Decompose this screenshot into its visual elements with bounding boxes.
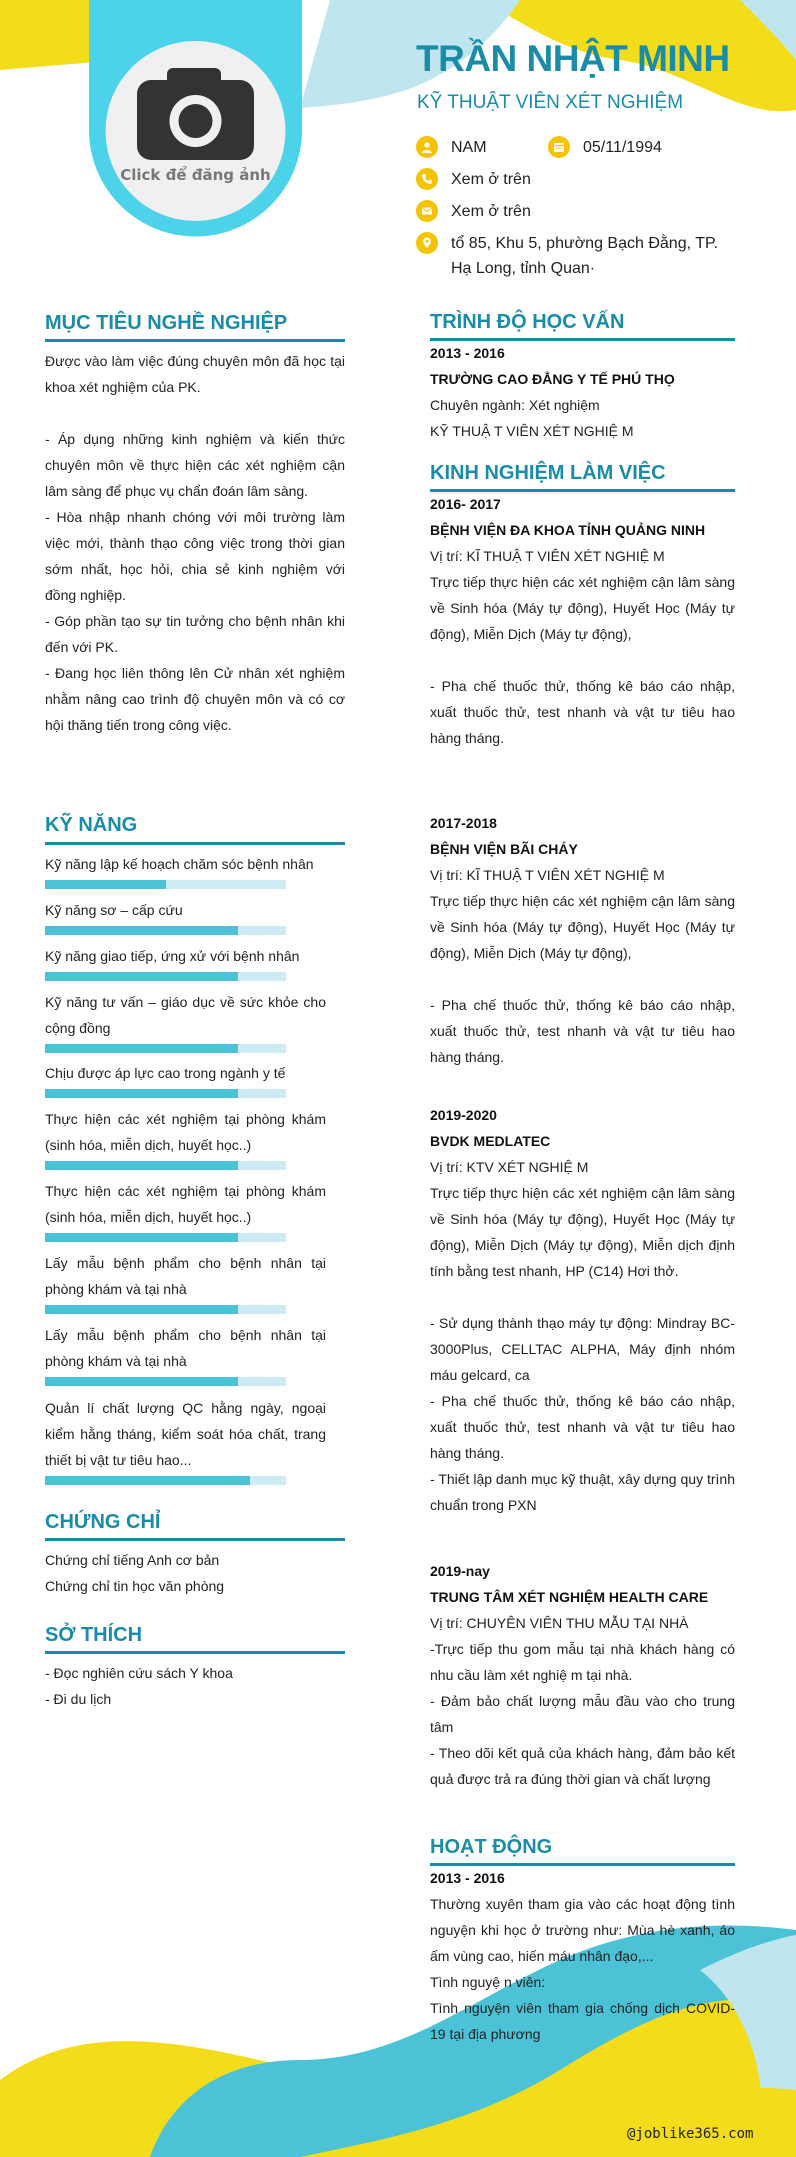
skill-bar-fill [45,972,238,981]
birthday-info: 05/11/1994 [548,135,662,160]
certificates-heading: CHỨNG CHỈ [45,1511,161,1533]
hobby-item: - Đi du lịch [45,1691,112,1707]
skill-bar-fill [45,926,238,935]
objective-bullet: - Hòa nhập nhanh chóng với môi trường làm việc mới, thành thạo công việc trong thời gian sớm nhất, học hỏi, chia sẻ kinh nghiệm với đồng nghiệp. [45,509,345,603]
skill-bar [45,1377,286,1386]
job-bullet: - Theo dõi kết quả của khách hàng, đảm bảo kết quả được trả ra đúng thời gian và chất lượng [430,1745,735,1787]
skill-item [45,1178,326,1242]
skill-label: Kỹ năng lập kế hoạch chăm sóc bệnh nhân [45,856,314,872]
objective-bullet: - Áp dụng những kinh nghiệm và kiến thức chuyên môn về thực hiện các xét nghiệm cận lâm sàng để phục vụ chẩn đoán lâm sàng. [45,431,345,499]
skill-bar [45,1161,286,1170]
address-info: tổ 85, Khu 5, phường Bạch Đằng, TP. Hạ Long, tỉnh Quan· [416,231,736,281]
calendar-icon [548,136,570,158]
job-entry [430,1558,735,1792]
skill-bar-fill [45,1044,238,1053]
skill-bar-fill [45,1305,238,1314]
location-pin-icon [416,232,438,254]
experience-heading: KINH NGHIỆM LÀM VIỆC [430,462,666,484]
hobby-item: - Đọc nghiên cứu sách Y khoa [45,1665,233,1681]
skill-bar [45,1089,286,1098]
activities-section [430,1865,735,2047]
skill-item [45,1106,326,1170]
certificate-item: Chứng chỉ tin học văn phòng [45,1578,225,1594]
activity-description: Thường xuyên tham gia vào các hoạt động tình nguyện khi học ở trường như: Mùa hè xanh, áo ấm vùng cao, hiến máu nhân đạo,... [430,1896,735,1964]
job-entry [430,491,735,751]
skill-item [45,1395,326,1485]
candidate-title: KỸ THUẬT VIÊN XÉT NGHIỆM [417,92,684,113]
skill-bar-fill [45,1089,238,1098]
camera-icon [137,68,254,160]
job-bullet: - Thiết lập danh mục kỹ thuật, xây dựng quy trình chuẩn trong PXN [430,1471,735,1513]
skill-item [45,1322,326,1386]
email-info: Xem ở trên [416,199,531,224]
hobbies-list [45,1660,345,1712]
objective-bullet: - Góp phần tạo sự tin tưởng cho bệnh nhân khi đến với PK. [45,613,345,655]
objective-rule [45,339,345,342]
skill-label: Kỹ năng sơ – cấp cứu [45,902,183,918]
watermark: @joblike365.com [627,2126,754,2142]
skill-item [45,897,326,935]
skill-label: Kỹ năng giao tiếp, ứng xử với bệnh nhân [45,948,300,964]
certificate-item: Chứng chỉ tiếng Anh cơ bản [45,1552,220,1568]
objective-bullet: - Đang học liên thông lên Cử nhân xét nghiệm nhằm nâng cao trình độ chuyên môn và có cơ hội thăng tiến trong công việc. [45,665,345,733]
job-period: 2017-2018 [430,815,497,831]
job-description: -Trực tiếp thu gom mẫu tại nhà khách hàng có nhu cầu làm xét nghiệ m tại nhà. [430,1641,735,1683]
activity-sub-description: Tình nguyện viên tham gia chống dịch COVID-19 tại địa phương [430,2000,735,2042]
skill-bar-fill [45,880,166,889]
job-position: Vị trí: KĨ THUẬ T VIÊN XÉT NGHIỆ M [430,548,665,564]
skill-label: Thực hiện các xét nghiệm tại phòng khám (sinh hóa, miễn dịch, huyết học..) [45,1111,326,1153]
objective-section [45,348,345,738]
hobbies-rule [45,1651,345,1654]
job-entry [430,810,735,1070]
skill-label: Chịu được áp lực cao trong ngành y tế [45,1065,286,1081]
job-company: BỆNH VIỆN BÃI CHÁY [430,841,578,857]
skill-bar-fill [45,1377,238,1386]
skill-label: Kỹ năng tư vấn – giáo dục về sức khỏe cho cộng đồng [45,994,326,1036]
skill-item [45,1250,326,1314]
skill-label: Thực hiện các xét nghiệm tại phòng khám (sinh hóa, miễn dịch, huyết học..) [45,1183,326,1225]
activity-period: 2013 - 2016 [430,1870,505,1886]
education-period: 2013 - 2016 [430,345,505,361]
skill-bar [45,1044,286,1053]
job-bullet: - Pha chế thuốc thử, thống kê báo cáo nhập, xuất thuốc thử, test nhanh và vật tư tiêu hao hàng tháng. [430,997,735,1065]
certificates-rule [45,1538,345,1541]
skills-rule [45,842,345,845]
job-description: Trực tiếp thực hiện các xét nghiệm cận lâm sàng về Sinh hóa (Máy tự động), Huyết Học (Máy tự động), Miễn Dịch (Máy tự động), [430,893,735,961]
skill-item [45,989,326,1053]
job-entry [430,1102,735,1518]
job-description: Trực tiếp thực hiện các xét nghiệm cận lâm sàng về Sinh hóa (Máy tự động), Huyết Học (Máy tự động), Miễn Dịch (Máy tự động), Miễn dịch định tính bằng test nhanh, HP (C14) Hơi thở. [430,1185,735,1279]
job-period: 2016- 2017 [430,496,501,512]
mail-icon [416,200,438,222]
job-bullet: - Đảm bảo chất lượng mẫu đầu vào cho trung tâm [430,1693,735,1735]
skill-label: Lấy mẫu bệnh phẩm cho bệnh nhân tại phòng khám và tại nhà [45,1327,326,1369]
photo-upload-label[interactable]: Click để đăng ảnh [120,166,271,184]
job-company: TRUNG TÂM XÉT NGHIỆM HEALTH CARE [430,1589,709,1605]
skill-bar [45,1305,286,1314]
candidate-name: TRẦN NHẬT MINH [416,38,730,79]
skill-label: Lấy mẫu bệnh phẩm cho bệnh nhân tại phòng khám và tại nhà [45,1255,326,1297]
activities-heading: HOẠT ĐỘNG [430,1836,553,1858]
skill-bar [45,926,286,935]
skill-item [45,943,326,981]
skill-bar-fill [45,1233,238,1242]
certificates-list [45,1547,345,1599]
job-bullet: - Sử dụng thành thạo máy tự động: Mindray BC-3000Plus, CELLTAC ALPHA, Máy định nhóm máu gelcard, ca [430,1315,735,1383]
user-icon [416,136,438,158]
job-bullet: - Pha chế thuốc thử, thống kê báo cáo nhập, xuất thuốc thử, test nhanh và vật tư tiêu hao hàng tháng. [430,678,735,746]
skill-bar-fill [45,1161,238,1170]
skill-bar-fill [45,1476,250,1485]
objective-text: Được vào làm việc đúng chuyên môn đã học tại khoa xét nghiệm của PK. [45,353,345,395]
job-company: BỆNH VIỆN ĐA KHOA TỈNH QUẢNG NINH [430,522,706,538]
objective-heading: MỤC TIÊU NGHỀ NGHIỆP [45,312,288,334]
job-position: Vị trí: KĨ THUẬ T VIÊN XÉT NGHIỆ M [430,867,665,883]
job-period: 2019-nay [430,1563,490,1579]
job-position: Vị trí: KTV XÉT NGHIỆ M [430,1159,589,1175]
skill-bar [45,972,286,981]
job-description: Trực tiếp thực hiện các xét nghiệm cận lâm sàng về Sinh hóa (Máy tự động), Huyết Học (Máy tự động), Miễn Dịch (Máy tự động), [430,574,735,642]
gender-info: NAM [416,135,487,160]
skills-heading: KỸ NĂNG [45,814,138,836]
job-period: 2019-2020 [430,1107,497,1123]
education-section [430,340,735,444]
activity-sub-label: Tình nguyệ n viên: [430,1974,546,1990]
education-heading: TRÌNH ĐỘ HỌC VẤN [430,311,625,333]
job-position: Vị trí: CHUYÊN VIÊN THU MẪU TẠI NHÀ [430,1615,689,1631]
job-bullet: - Pha chế thuốc thử, thống kê báo cáo nhập, xuất thuốc thử, test nhanh và vật tư tiêu hao hàng tháng. [430,1393,735,1461]
photo-placeholder[interactable] [89,0,302,242]
skill-bar [45,880,286,889]
education-degree: KỸ THUẬ T VIÊN XÉT NGHIỆ M [430,423,634,439]
phone-info: Xem ở trên [416,167,531,192]
education-major: Chuyên ngành: Xét nghiệm [430,397,600,413]
job-company: BVDK MEDLATEC [430,1133,551,1149]
education-school: TRƯỜNG CAO ĐẲNG Y TẾ PHÚ THỌ [430,371,675,387]
skill-bar [45,1233,286,1242]
phone-icon [416,168,438,190]
hobbies-heading: SỞ THÍCH [45,1624,143,1646]
skill-bar [45,1476,286,1485]
skill-label: Quản lí chất lượng QC hằng ngày, ngoại kiểm hằng tháng, kiểm soát hóa chất, trang thiết bị vật tư tiêu hao... [45,1400,326,1468]
skill-item [45,851,326,889]
skill-item [45,1060,326,1098]
